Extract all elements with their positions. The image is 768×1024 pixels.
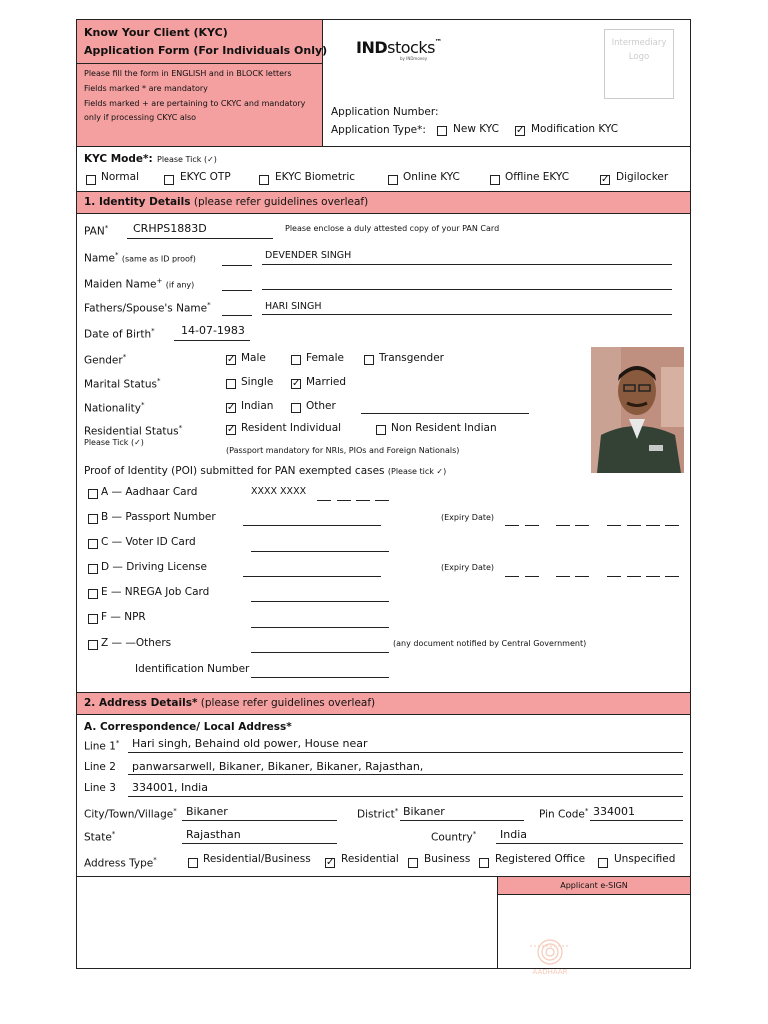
instruction-3: Fields marked + are pertaining to CKYC and mandatory bbox=[84, 99, 306, 108]
district-label: District* bbox=[357, 807, 399, 821]
instruction-1: Please fill the form in ENGLISH and in BLOCK letters bbox=[84, 69, 292, 78]
maiden-name-label: Maiden Name+ (if any) bbox=[84, 277, 195, 291]
kyc-mode-ekyc-biometric-checkbox[interactable] bbox=[259, 175, 269, 185]
instruction-2: Fields marked * are mandatory bbox=[84, 84, 208, 93]
form-title-line2: Application Form (For Individuals Only) bbox=[84, 44, 328, 57]
poi-others-label: Z — —Others bbox=[101, 637, 172, 649]
identification-number-field[interactable] bbox=[251, 677, 389, 678]
applicant-photo bbox=[591, 347, 684, 473]
correspondence-address-title: A. Correspondence/ Local Address* bbox=[84, 721, 292, 733]
pan-note: Please enclose a duly attested copy of your PAN Card bbox=[285, 224, 500, 233]
gender-female-label: Female bbox=[306, 352, 344, 364]
address-type-business-checkbox[interactable] bbox=[408, 858, 418, 868]
maiden-name-field[interactable] bbox=[262, 289, 672, 290]
indstocks-logo: INDstocks™ bbox=[356, 38, 442, 57]
dob-label: Date of Birth* bbox=[84, 327, 155, 341]
marital-married-label: Married bbox=[306, 376, 346, 388]
kyc-mode-label: KYC Mode*: bbox=[84, 153, 153, 165]
kyc-mode-normal-checkbox[interactable] bbox=[86, 175, 96, 185]
line3-value[interactable]: 334001, India bbox=[132, 781, 208, 794]
marital-married-checkbox[interactable]: ✓ bbox=[292, 378, 301, 389]
kyc-mode-hint: Please Tick (✓) bbox=[157, 155, 217, 164]
gender-male-checkbox[interactable]: ✓ bbox=[227, 354, 236, 365]
non-resident-label: Non Resident Indian bbox=[391, 422, 497, 434]
poi-others-checkbox[interactable] bbox=[88, 640, 98, 650]
address-type-business-label: Business bbox=[424, 853, 471, 865]
father-name-value[interactable]: HARI SINGH bbox=[265, 301, 322, 312]
address-section-title: 2. Address Details* (please refer guidelines overleaf) bbox=[84, 697, 376, 709]
identity-section-title: 1. Identity Details (please refer guidelines overleaf) bbox=[84, 196, 369, 208]
address-type-label: Address Type* bbox=[84, 856, 157, 870]
line2-label: Line 2 bbox=[84, 761, 116, 773]
aadhaar-watermark-icon bbox=[524, 936, 576, 966]
address-type-unspecified-label: Unspecified bbox=[614, 853, 676, 865]
kyc-mode-digilocker-label: Digilocker bbox=[616, 171, 669, 183]
kyc-mode-digilocker-checkbox[interactable]: ✓ bbox=[601, 174, 610, 185]
nationality-other-label: Other bbox=[306, 400, 336, 412]
esign-label: Applicant e-SIGN bbox=[560, 881, 628, 890]
name-value[interactable]: DEVENDER SINGH bbox=[265, 250, 352, 261]
residential-individual-label: Resident Individual bbox=[241, 422, 342, 434]
state-label: State* bbox=[84, 830, 116, 844]
poi-aadhaar-value[interactable]: XXXX XXXX bbox=[251, 486, 307, 497]
residential-status-label: Residential Status* bbox=[84, 424, 183, 438]
city-value[interactable]: Bikaner bbox=[186, 805, 228, 818]
nrega-field[interactable] bbox=[251, 601, 389, 602]
kyc-mode-online-label: Online KYC bbox=[403, 171, 460, 183]
poi-driving-label: D — Driving License bbox=[101, 561, 207, 573]
kyc-mode-offline-label: Offline EKYC bbox=[505, 171, 570, 183]
poi-npr-label: F — NPR bbox=[101, 611, 146, 623]
address-type-residential-label: Residential bbox=[341, 853, 399, 865]
poi-aadhaar-label: A — Aadhaar Card bbox=[101, 486, 198, 498]
modification-kyc-checkbox[interactable]: ✓ bbox=[516, 125, 525, 136]
nationality-label: Nationality* bbox=[84, 401, 145, 415]
kyc-mode-online-checkbox[interactable] bbox=[388, 175, 398, 185]
nationality-indian-label: Indian bbox=[241, 400, 274, 412]
state-value[interactable]: Rajasthan bbox=[186, 828, 241, 841]
kyc-mode-ekyc-biometric-label: EKYC Biometric bbox=[275, 171, 356, 183]
form-title-line1: Know Your Client (KYC) bbox=[84, 26, 228, 39]
kyc-mode-normal-label: Normal bbox=[101, 171, 139, 183]
address-type-residential-business-checkbox[interactable] bbox=[188, 858, 198, 868]
nationality-other-checkbox[interactable] bbox=[291, 403, 301, 413]
name-label: Name* (same as ID proof) bbox=[84, 251, 196, 265]
gender-label: Gender* bbox=[84, 353, 127, 367]
aadhaar-watermark-text: AADHAAR bbox=[532, 968, 568, 976]
poi-nrega-checkbox[interactable] bbox=[88, 589, 98, 599]
city-label: City/Town/Village* bbox=[84, 807, 177, 821]
driving-expiry-label: (Expiry Date) bbox=[441, 563, 495, 572]
pan-label: PAN* bbox=[84, 224, 109, 238]
application-number-label: Application Number: bbox=[331, 106, 439, 118]
nationality-indian-checkbox[interactable]: ✓ bbox=[227, 402, 236, 413]
poi-passport-label: B — Passport Number bbox=[101, 511, 216, 523]
new-kyc-label: New KYC bbox=[453, 123, 499, 135]
new-kyc-checkbox[interactable] bbox=[437, 126, 447, 136]
dob-value[interactable]: 14-07-1983 bbox=[181, 324, 245, 337]
address-type-unspecified-checkbox[interactable] bbox=[598, 858, 608, 868]
gender-male-label: Male bbox=[241, 352, 266, 364]
pan-value[interactable]: CRHPS1883D bbox=[133, 222, 207, 235]
poi-aadhaar-checkbox[interactable] bbox=[88, 489, 98, 499]
pin-code-label: Pin Code* bbox=[539, 807, 589, 821]
kyc-mode-offline-checkbox[interactable] bbox=[490, 175, 500, 185]
address-type-registered-office-label: Registered Office bbox=[495, 853, 586, 865]
country-label: Country* bbox=[431, 830, 477, 844]
instruction-4: only if processing CKYC also bbox=[84, 113, 197, 122]
country-value[interactable]: India bbox=[500, 828, 527, 841]
residential-status-hint: Please Tick (✓) bbox=[84, 438, 144, 447]
kyc-mode-ekyc-otp-checkbox[interactable] bbox=[164, 175, 174, 185]
address-type-residential-business-label: Residential/Business bbox=[203, 853, 311, 865]
address-type-registered-office-checkbox[interactable] bbox=[479, 858, 489, 868]
marital-status-label: Marital Status* bbox=[84, 377, 161, 391]
pin-code-value[interactable]: 334001 bbox=[593, 805, 635, 818]
marital-single-checkbox[interactable] bbox=[226, 379, 236, 389]
poi-voter-checkbox[interactable] bbox=[88, 539, 98, 549]
father-name-label: Fathers/Spouse's Name* bbox=[84, 301, 211, 315]
application-type-label: Application Type*: bbox=[331, 124, 426, 136]
gender-female-checkbox[interactable] bbox=[291, 355, 301, 365]
gender-transgender-checkbox[interactable] bbox=[364, 355, 374, 365]
passport-expiry-label: (Expiry Date) bbox=[441, 513, 495, 522]
poi-npr-checkbox[interactable] bbox=[88, 614, 98, 624]
line1-value[interactable]: Hari singh, Behaind old power, House near bbox=[132, 737, 368, 750]
kyc-mode-ekyc-otp-label: EKYC OTP bbox=[180, 171, 231, 183]
poi-nrega-label: E — NREGA Job Card bbox=[101, 586, 210, 598]
line3-label: Line 3 bbox=[84, 782, 116, 794]
others-note: (any document notified by Central Government) bbox=[393, 639, 587, 648]
identification-number-label: Identification Number bbox=[135, 663, 250, 675]
poi-label: Proof of Identity (POI) submitted for PAN exempted cases (Please tick ✓) bbox=[84, 465, 447, 477]
intermediary-logo-box: Intermediary Logo bbox=[604, 29, 674, 99]
driving-license-field[interactable] bbox=[243, 576, 381, 577]
line1-label: Line 1* bbox=[84, 739, 120, 753]
nationality-other-field[interactable] bbox=[361, 413, 529, 414]
district-value[interactable]: Bikaner bbox=[403, 805, 445, 818]
indstocks-logo-sub: by INDmoney bbox=[400, 56, 428, 61]
non-resident-checkbox[interactable] bbox=[376, 425, 386, 435]
others-field[interactable] bbox=[251, 652, 389, 653]
address-type-residential-checkbox[interactable]: ✓ bbox=[326, 857, 335, 868]
residential-individual-checkbox[interactable]: ✓ bbox=[227, 424, 236, 435]
modification-kyc-label: Modification KYC bbox=[531, 123, 619, 135]
gender-transgender-label: Transgender bbox=[379, 352, 444, 364]
poi-driving-checkbox[interactable] bbox=[88, 564, 98, 574]
marital-single-label: Single bbox=[241, 376, 274, 388]
line2-value[interactable]: panwarsarwell, Bikaner, Bikaner, Bikaner, Rajasthan, bbox=[132, 760, 424, 773]
poi-voter-label: C — Voter ID Card bbox=[101, 536, 196, 548]
voter-id-field[interactable] bbox=[251, 551, 389, 552]
passport-number-field[interactable] bbox=[243, 525, 381, 526]
passport-note: (Passport mandatory for NRIs, PIOs and Foreign Nationals) bbox=[226, 446, 460, 455]
poi-passport-checkbox[interactable] bbox=[88, 514, 98, 524]
npr-field[interactable] bbox=[251, 627, 389, 628]
